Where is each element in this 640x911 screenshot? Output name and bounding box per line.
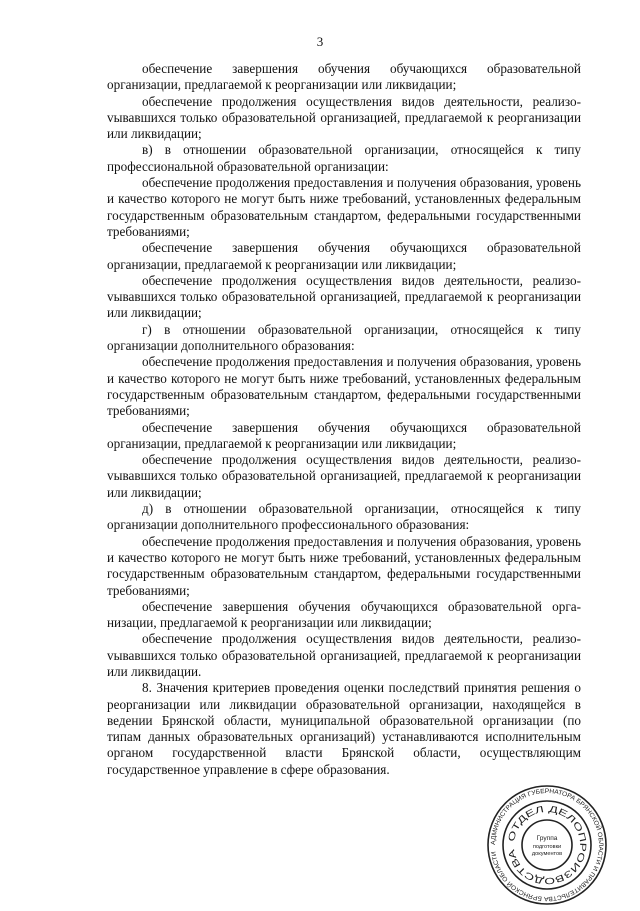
stamp-center-line: подготовки xyxy=(532,844,562,850)
stamp-seal-icon xyxy=(486,784,608,906)
paragraph: обеспечение продолжения предоставления и получения образования, уровень и качество которого не могут быть ниже требований, установленных федеральным государственным образовательным стандартом, федеральными государственными требованиями; xyxy=(107,354,581,419)
paragraph: в) в отношении образовательной организации, относящейся к типу профессиональной образовательной организации: xyxy=(107,142,581,174)
paragraph: д) в отношении образовательной организации, относящейся к типу организации дополнительного профессионального образования: xyxy=(107,501,581,533)
stamp-center-line: документов xyxy=(531,851,563,857)
stamp-inner-text: ОТДЕЛ ДЕЛОПРОИЗВОДСТВА xyxy=(505,803,589,887)
document-body xyxy=(107,61,581,778)
stamp-outer-text: АДМИНИСТРАЦИЯ ГУБЕРНАТОРА БРЯНСКОЙ ОБЛАСТИ И ПРАВИТЕЛЬСТВА БРЯНСКОЙ ОБЛАСТИ xyxy=(489,787,605,903)
official-stamp xyxy=(486,784,608,906)
paragraph: обеспечение завершения обучения обучающихся образовательной организации, предлагаемой к реорганизации или ликвидации; xyxy=(107,240,581,272)
paragraph: обеспечение продолжения предоставления и получения образования, уровень и качество которого не могут быть ниже требований, установленных федеральным государственным образовательным стандартом, федеральными государственными требованиями; xyxy=(107,533,581,598)
paragraph: г) в отношении образовательной организации, относящейся к типу организации дополнительного образования: xyxy=(107,321,581,354)
paragraph: обеспечение продолжения осуществления видов деятельности, реализоvывавшихся только образовательной организацией, предлагаемой к реорганизации или ликвидации; xyxy=(107,452,581,500)
paragraph: обеспечение продолжения предоставления и получения образования, уровень и качество которого не могут быть ниже требований, установленных федеральным государственным образовательным стандартом, федеральными государственными требованиями; xyxy=(107,175,581,239)
paragraph: обеспечение завершения обучения обучающихся образовательной организации, предлагаемой к реорганизации или ликвидации; xyxy=(107,598,581,631)
paragraph: обеспечение завершения обучения обучающихся образовательной организации, предлагаемой к реорганизации или ликвидации; xyxy=(107,61,581,93)
page-number: 3 xyxy=(316,34,324,49)
paragraph: обеспечение продолжения осуществления видов деятельности, реализоvывавшихся только образовательной организацией, предлагаемой к реорганизации или ликвидации; xyxy=(107,93,581,142)
stamp-center-line: Группа xyxy=(536,835,558,842)
paragraph: обеспечение продолжения осуществления видов деятельности, реализоvывавшихся только образовательной организацией, предлагаемой к реорганизации или ликвидации; xyxy=(107,272,581,321)
paragraph: обеспечение завершения обучения обучающихся образовательной организации, предлагаемой к реорганизации или ликвидации; xyxy=(107,419,581,451)
paragraph: 8. Значения критериев проведения оценки последствий принятия решения о реорганизации или ликвидации образовательной организации, находящейся в ведении Брянской области, муниципальной образовательной организации (по типам данных образовательных организаций) устанавливаются исполнительным органом государственной власти Брянской области, осуществляющим государственное управление в сфере образования. xyxy=(107,680,581,777)
paragraph: обеспечение продолжения осуществления видов деятельности, реализоvывавшихся только образовательной организацией, предлагаемой к реорганизации или ликвидации. xyxy=(107,631,581,679)
